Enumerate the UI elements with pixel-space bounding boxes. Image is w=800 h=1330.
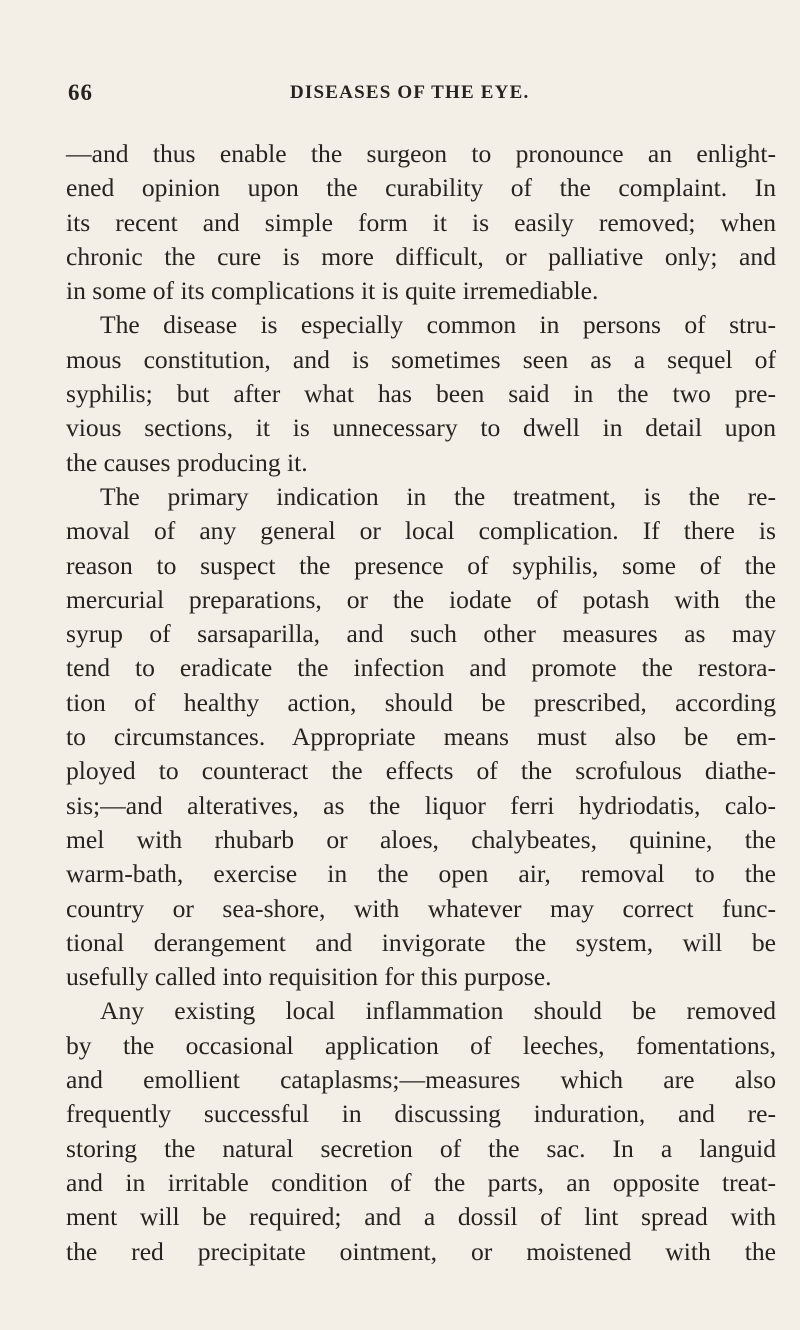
text-line: the causes producing it. [66,447,308,477]
text-line: ened opinion upon the curability of the complaint. In [66,173,776,203]
text-line: mercurial preparations, or the iodate of potash with the [66,584,776,614]
text-line: chronic the cure is more difficult, or palliative only; and [66,241,776,271]
text-line: mous constitution, and is sometimes seen as a sequel of [66,344,776,374]
text-line: reason to suspect the presence of syphilis, some of the [66,550,776,580]
text-line: ployed to counteract the effects of the scrofulous diathe- [66,756,776,786]
text-line: to circumstances. Appropriate means must also be em- [66,722,776,752]
text-line: warm-bath, exercise in the open air, removal to the [66,859,776,889]
text-line: The primary indication in the treatment, is the re- [100,481,776,511]
text-line: frequently successful in discussing induration, and re- [66,1099,776,1129]
text-line: sis;—and alteratives, as the liquor ferri hydriodatis, calo- [66,790,776,820]
text-line: —and thus enable the surgeon to pronounce an enlight- [66,139,776,168]
text-line: country or sea-shore, with whatever may correct func- [66,893,776,923]
text-line: and emollient cataplasms;—measures which are also [66,1065,776,1095]
text-line: and in irritable condition of the parts, an opposite treat- [66,1167,776,1197]
text-line: in some of its complications it is quite irremediable. [66,276,599,306]
text-line: storing the natural secretion of the sac. In a languid [66,1133,776,1163]
text-line: tional derangement and invigorate the system, will be [66,927,776,957]
text-line: Any existing local inflammation should be removed [100,996,776,1026]
running-head: DISEASES OF THE EYE. [290,82,530,103]
text-line: syrup of sarsaparilla, and such other measures as may [66,619,776,649]
body-text [66,137,776,1269]
text-line: ment will be required; and a dossil of lint spread with [66,1202,776,1232]
text-line: vious sections, it is unnecessary to dwell in detail upon [66,413,776,443]
text-line: mel with rhubarb or aloes, chalybeates, quinine, the [66,824,776,854]
text-line: moval of any general or local complication. If there is [66,516,776,546]
text-line: syphilis; but after what has been said in the two pre- [66,379,776,409]
text-line: tend to eradicate the infection and promote the restora- [66,653,776,683]
page-number: 66 [68,80,93,105]
text-line: the red precipitate ointment, or moistened with the [66,1236,776,1266]
text-line: tion of healthy action, should be prescribed, according [66,687,776,717]
text-line: by the occasional application of leeches, fomentations, [66,1030,776,1060]
page-header [0,80,800,120]
text-line: its recent and simple form it is easily removed; when [66,207,776,237]
text-line: The disease is especially common in persons of stru- [100,310,776,340]
text-line: usefully called into requisition for this purpose. [66,962,552,992]
